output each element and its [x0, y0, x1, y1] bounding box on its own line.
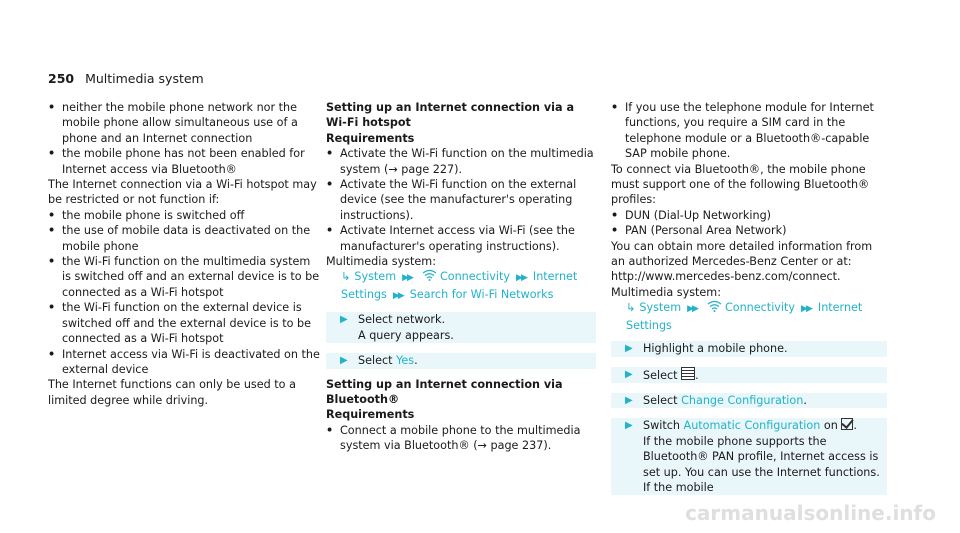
paragraph: The Internet functions can only be used to a limited degree while driving.: [48, 378, 296, 407]
section-heading: Setting up an Internet connection via a Wi-Fi hotspot: [326, 101, 575, 130]
path-search-wifi: Search for Wi-Fi Networks: [409, 287, 554, 301]
bullet-icon: •: [326, 147, 334, 161]
list-item: • Activate Internet access via Wi-Fi (see the manufacturer's operating instructions).: [326, 224, 575, 253]
instruction-step: ▶ Switch Automatic Configuration on . If the mobile phone supports the Bluetooth® PAN profile, Internet access is set up. You can use the Internet functions. If the mobile: [611, 418, 887, 495]
list-item: • the mobile phone has not been enabled for Internet access via Bluetooth®: [48, 147, 305, 176]
column-2: [326, 100, 596, 454]
list-item: • neither the mobile phone network nor the mobile phone allow simultaneous use of a phone and an Internet connection: [48, 101, 298, 145]
list-item: • If you use the telephone module for Internet functions, you require a SIM card in the telephone module or a Bluetooth®-capable SAP mobile phone.: [611, 101, 874, 161]
menu-arrow-icon: ↳: [626, 301, 636, 315]
requirements-heading: Requirements: [326, 131, 415, 145]
step-arrow-icon: ▶: [625, 394, 633, 406]
step-arrow-icon: ▶: [340, 314, 348, 326]
step-arrow-icon: ▶: [340, 355, 348, 367]
requirements-heading: Requirements: [326, 408, 415, 422]
watermark: carmanualsonline.info: [685, 501, 936, 525]
list-item: • the use of mobile data is deactivated on the mobile phone: [48, 224, 311, 253]
instruction-step: ▶ Select Change Configuration.: [611, 393, 887, 408]
list-item: • the Wi-Fi function on the external device is switched off and the external device is to be connected as a Wi-Fi hotspot: [48, 301, 312, 346]
list-item: • the mobile phone is switched off: [48, 208, 245, 222]
bullet-icon: •: [326, 178, 334, 192]
page-header: [48, 71, 204, 86]
instruction-step: ▶ Select .: [611, 367, 887, 383]
path-internet-settings: Internet Settings: [341, 270, 578, 301]
bullet-icon: •: [326, 224, 334, 238]
path-system: System: [639, 301, 682, 315]
list-item: • Activate the Wi-Fi function on the external device (see the manufacturer's operating instructions).: [326, 178, 577, 222]
page-number: 250: [48, 71, 75, 86]
list-item: • DUN (Dial-Up Networking): [611, 208, 772, 222]
path-separator-icon: ▶▶: [801, 304, 811, 315]
list-item: • Internet access via Wi-Fi is deactivated on the external device: [48, 347, 320, 376]
list-item: • Activate the Wi-Fi function on the multimedia system (→ page 227).: [326, 147, 594, 176]
step-arrow-icon: ▶: [625, 368, 633, 380]
path-internet-settings: Internet Settings: [626, 301, 863, 332]
bullet-icon: •: [48, 224, 56, 238]
change-configuration-option: Change Configuration: [681, 393, 804, 407]
bullet-icon: •: [611, 208, 619, 222]
bullet-icon: •: [48, 255, 56, 269]
path-separator-icon: ▶▶: [402, 273, 412, 284]
yes-option: Yes: [396, 354, 415, 368]
bullet-icon: •: [48, 347, 56, 361]
instruction-step: ▶ Select Yes.: [326, 353, 596, 368]
path-system: System: [354, 270, 397, 284]
checkbox-icon: [841, 418, 853, 430]
list-item: • the Wi-Fi function on the multimedia system is switched off and an external device is to be connected as a Wi-Fi hotspot: [48, 255, 320, 299]
paragraph: You can obtain more detailed information from an authorized Mercedes-Benz Center or at: http://www.mercedes-benz.com/connect.: [611, 239, 873, 284]
step-arrow-icon: ▶: [625, 420, 633, 432]
wifi-icon: [707, 300, 722, 312]
path-connectivity: Connectivity: [724, 301, 796, 315]
paragraph: Multimedia system:: [611, 285, 721, 299]
bullet-icon: •: [48, 147, 56, 161]
instruction-step: ▶ Select network. A query appears.: [326, 312, 596, 343]
menu-arrow-icon: ↳: [341, 270, 351, 284]
bullet-icon: •: [48, 301, 56, 315]
list-item: • PAN (Personal Area Network): [611, 224, 787, 238]
wifi-icon: [422, 269, 437, 281]
menu-icon: [681, 367, 695, 380]
path-separator-icon: ▶▶: [392, 290, 403, 301]
bullet-icon: •: [326, 423, 334, 437]
step-arrow-icon: ▶: [625, 343, 633, 355]
column-3: [611, 100, 887, 497]
menu-path: [611, 300, 887, 333]
path-connectivity: Connectivity: [439, 270, 511, 284]
menu-path: [326, 269, 596, 304]
section-title: Multimedia system: [85, 71, 204, 86]
paragraph: Multimedia system:: [326, 255, 436, 269]
bullet-icon: •: [611, 224, 619, 238]
paragraph: The Internet connection via a Wi-Fi hotspot may be restricted or not function if:: [48, 178, 317, 207]
path-separator-icon: ▶▶: [687, 304, 697, 315]
instruction-step: ▶ Highlight a mobile phone.: [611, 341, 887, 356]
path-separator-icon: ▶▶: [516, 273, 526, 284]
bullet-icon: •: [48, 208, 56, 222]
bullet-icon: •: [611, 101, 619, 114]
section-heading: Setting up an Internet connection via Bluetooth®: [326, 377, 563, 406]
paragraph: To connect via Bluetooth®, the mobile phone must support one of the following Bluetooth® profiles:: [611, 162, 870, 207]
bullet-icon: •: [48, 101, 56, 114]
list-item: • Connect a mobile phone to the multimedia system via Bluetooth® (→ page 237).: [326, 423, 581, 453]
column-1: [48, 100, 321, 408]
automatic-configuration-option: Automatic Configuration: [683, 419, 821, 433]
